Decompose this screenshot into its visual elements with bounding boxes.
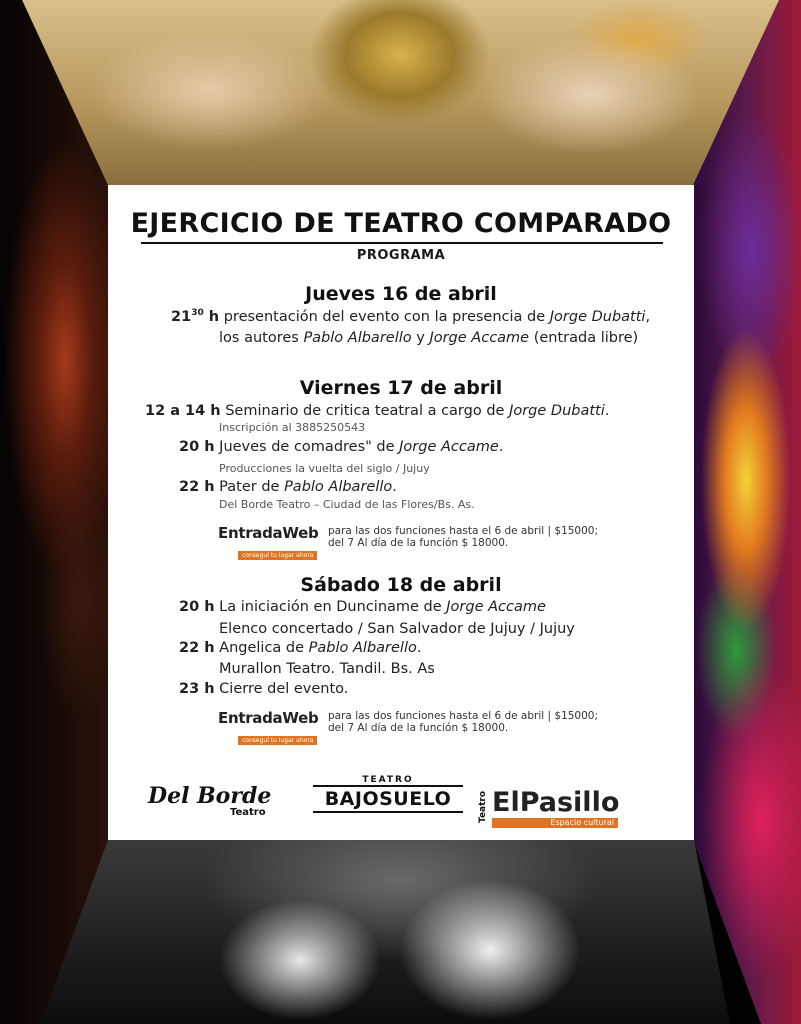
event-note: Elenco concertado / San Salvador de Jujuy / Jujuy — [219, 621, 575, 637]
ticket-price-info: para las dos funciones hasta el 6 de abril | $15000; del 7 Al día de la función $ 18000. — [328, 525, 599, 549]
bajosuelo-logo: TEATRO BAJOSUELO — [313, 775, 463, 813]
event-line: 12 a 14 h Seminario de critica teatral a cargo de Jorge Dubatti. — [145, 403, 610, 419]
entradaweb-logo[interactable]: EntradaWeb conseguí tu lugar ahora — [218, 524, 319, 559]
program-panel: EJERCICIO DE TEATRO COMPARADO PROGRAMA Jueves 16 de abril $21^{30}$ h presentación del evento con la presencia de Jorge Dubatti, los autores Pablo Albarello y Jorge Accame (entrada libre) Viernes 17 de abril 12 a 14 h Seminario de critica teatral a cargo de Jorge Dubatti. Inscripción al 3885250543 20 h Jueves de comadres" de Jorge Accame. Producciones la vuelta del siglo / Jujuy 22 h Pater de Pablo Albarello. Del Borde Teatro – Ciudad de las Flores/Bs. As. EntradaWeb conseguí tu lugar ahora para las dos funciones hasta el 6 de abril | $15000; del 7 Al día de la función $ 18000. Sábado 18 de abril 20 h La iniciación en Dunciname de Jorge Accame Elenco concertado / San Salvador de Jujuy / Jujuy 22 h Angelica de Pablo Albarello. Murallon Teatro. Tandil. Bs. As 23 h Cierre del evento. EntradaWeb conseguí tu lugar ahora para las dos funciones hasta el 6 de abril | $15000; del 7 Al día de la función $ 18000. Del Borde Teatro TEATRO BAJOSUELO Teatro ElPasillo Espacio cultural — [108, 185, 694, 840]
ticket-price-info: para las dos funciones hasta el 6 de abril | $15000; del 7 Al día de la función $ 18000. — [328, 710, 599, 734]
event-note: Murallon Teatro. Tandil. Bs. As — [219, 661, 435, 677]
event-line: 23 h Cierre del evento. — [179, 681, 349, 697]
event-line: 20 h Jueves de comadres" de Jorge Accame. — [179, 439, 504, 455]
event-line: los autores Pablo Albarello y Jorge Accame (entrada libre) — [219, 330, 639, 346]
event-line: 22 h Pater de Pablo Albarello. — [179, 479, 397, 495]
title-rule — [141, 242, 663, 244]
floor-photo — [0, 840, 801, 1024]
ceiling-photo — [0, 0, 801, 185]
event-note: Del Borde Teatro – Ciudad de las Flores/Bs. As. — [219, 498, 475, 511]
page-subtitle: PROGRAMA — [356, 248, 446, 263]
del-borde-logo: Del Borde Teatro — [148, 783, 272, 818]
event-time: $21^{30}$ h — [171, 308, 220, 325]
entradaweb-logo[interactable]: EntradaWeb conseguí tu lugar ahora — [218, 709, 319, 744]
event-line: 20 h La iniciación en Dunciname de Jorge Accame — [179, 599, 546, 615]
event-note: Inscripción al 3885250543 — [219, 421, 366, 434]
day-heading-friday: Viernes 17 de abril — [299, 377, 503, 399]
event-note: Producciones la vuelta del siglo / Jujuy — [219, 462, 430, 475]
event-line: $21^{30}$ h presentación del evento con la presencia de Jorge Dubatti, — [171, 308, 651, 325]
day-heading-thursday: Jueves 16 de abril — [305, 283, 497, 305]
page-title: EJERCICIO DE TEATRO COMPARADO — [130, 208, 672, 239]
event-line: 22 h Angelica de Pablo Albarello. — [179, 640, 422, 656]
day-heading-saturday: Sábado 18 de abril — [300, 574, 502, 596]
